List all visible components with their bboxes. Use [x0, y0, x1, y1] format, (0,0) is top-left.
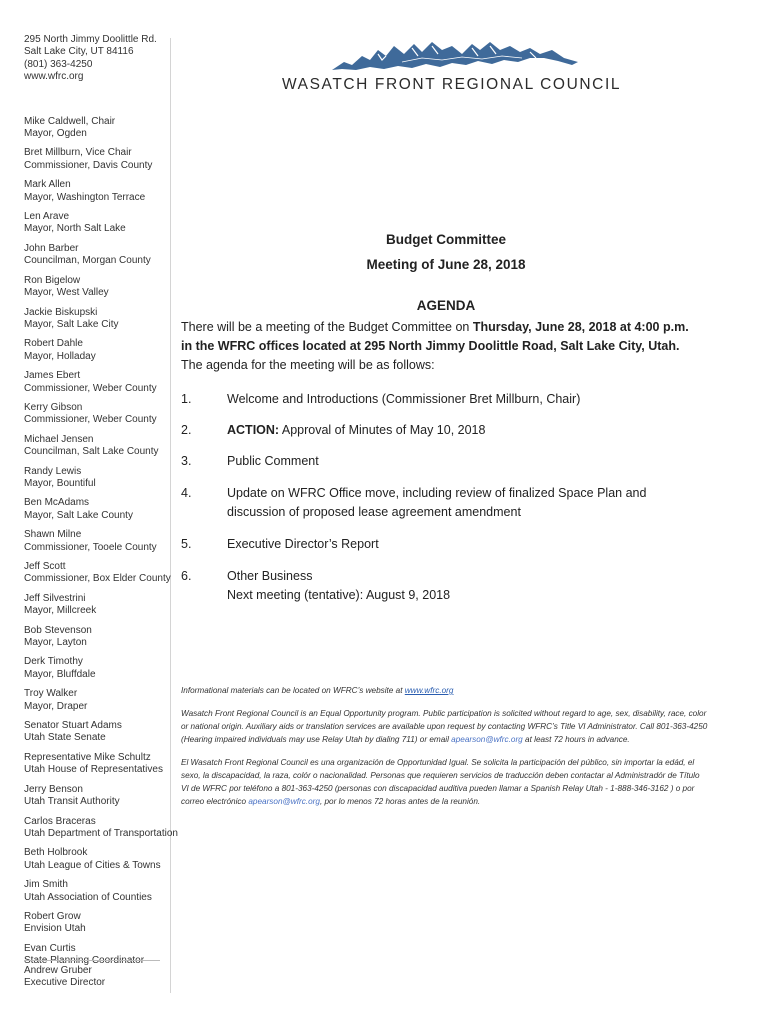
member-title: Utah Department of Transportation: [24, 827, 178, 839]
member-name: Kerry Gibson: [24, 401, 83, 413]
member-title: Mayor, Ogden: [24, 128, 87, 140]
member-name: Ron Bigelow: [24, 274, 81, 286]
meeting-date-title: Meeting of June 28, 2018: [366, 257, 526, 272]
member-entry: [24, 338, 174, 363]
member-entry: [24, 752, 174, 777]
next-meeting-text: Next meeting (tentative): August 9, 2018: [227, 588, 451, 602]
member-entry: [24, 943, 174, 968]
info-note: [181, 684, 709, 697]
member-name: Robert Dahle: [24, 338, 83, 350]
member-title: Mayor, Washington Terrace: [24, 191, 146, 203]
member-entry: [24, 879, 174, 904]
member-name: Jerry Benson: [24, 783, 83, 795]
member-name: Derk Timothy: [24, 656, 83, 668]
member-name: Michael Jensen: [24, 433, 94, 445]
member-entry: [24, 275, 174, 300]
executive-director: [24, 965, 105, 990]
member-name: Jim Smith: [24, 879, 68, 891]
agenda-item-number: 6.: [181, 569, 192, 583]
member-entry: [24, 593, 174, 618]
member-name: Bob Stevenson: [24, 624, 92, 636]
equal-opportunity-note: [181, 707, 709, 746]
member-entry: [24, 179, 174, 204]
member-name: John Barber: [24, 242, 79, 254]
agenda-item-text: [227, 567, 707, 605]
member-entry: [24, 307, 174, 332]
member-title: Mayor, West Valley: [24, 287, 109, 299]
member-name: Jeff Scott: [24, 561, 66, 572]
member-name: Len Arave: [24, 211, 70, 223]
member-name: Jackie Biskupski: [24, 306, 98, 318]
member-entry: [24, 784, 174, 809]
intro-paragraph: [181, 318, 701, 375]
member-title: Mayor, Millcreek: [24, 605, 97, 617]
member-name: Jeff Silvestrini: [24, 592, 86, 604]
member-title: Mayor, Draper: [24, 700, 88, 712]
member-title: Utah State Senate: [24, 732, 106, 744]
member-title: Mayor, Layton: [24, 637, 87, 649]
email-link-es[interactable]: apearson@wfrc.org: [248, 797, 320, 806]
agenda-item-text: Update on WFRC Office move, including review of finalized Space Plan and discussion of proposed lease agreement amendment: [227, 486, 647, 519]
member-entry: [24, 815, 178, 841]
member-name: Senator Stuart Adams: [24, 720, 122, 732]
member-title: Councilman, Salt Lake County: [24, 446, 159, 458]
director-divider: [24, 960, 160, 961]
member-title: Utah League of Cities & Towns: [24, 859, 161, 871]
agenda-title: AGENDA: [416, 298, 476, 313]
member-name: Mike Caldwell, Chair: [24, 115, 116, 127]
agenda-item-desc: Approval of Minutes of May 10, 2018: [279, 423, 486, 437]
member-entry: [24, 529, 174, 554]
member-name: James Ebert: [24, 370, 81, 382]
agenda-item-text: [227, 421, 707, 440]
address-phone: (801) 363-4250: [24, 58, 93, 70]
member-title: Mayor, Salt Lake City: [24, 318, 119, 330]
member-title: Commissioner, Davis County: [24, 159, 153, 171]
member-name: Ben McAdams: [24, 497, 90, 509]
director-name: Andrew Gruber: [24, 965, 92, 976]
member-title: Envision Utah: [24, 923, 86, 935]
intro-meeting-details: Thursday, June 28, 2018 at 4:00 p.m. in the WFRC offices located at 295 North Jimmy Doolittle Road, Salt Lake City, Utah.: [181, 320, 689, 353]
member-entry: [24, 434, 174, 459]
member-title: Mayor, North Salt Lake: [24, 223, 126, 235]
member-name: Robert Grow: [24, 910, 81, 922]
member-list: [24, 115, 178, 968]
agenda-item-text: Public Comment: [227, 454, 319, 468]
address-block: [24, 34, 174, 84]
website-link[interactable]: www.wfrc.org: [404, 686, 454, 695]
agenda-item-number: 2.: [181, 423, 192, 437]
member-entry: [24, 720, 174, 745]
member-name: Carlos Braceras: [24, 815, 96, 827]
member-title: Mayor, Bountiful: [24, 477, 96, 489]
member-name: Randy Lewis: [24, 465, 82, 477]
committee-title: Budget Committee: [385, 232, 506, 247]
member-name: Troy Walker: [24, 688, 78, 700]
agenda-item-number: 5.: [181, 537, 192, 551]
org-name: WASATCH FRONT REGIONAL COUNCIL: [282, 76, 622, 93]
agenda-item-text: Executive Director’s Report: [227, 537, 379, 551]
sidebar: [24, 34, 178, 975]
member-entry: [24, 211, 174, 236]
es-text-end: , por lo menos 72 horas antes de la reunión.: [319, 797, 481, 806]
member-title: Utah Association of Counties: [24, 891, 152, 903]
member-entry: [24, 116, 174, 141]
member-entry: [24, 847, 174, 872]
intro-text: There will be a meeting of the Budget Committee on: [181, 320, 473, 334]
member-title: Councilman, Morgan County: [24, 255, 151, 267]
member-title: Commissioner, Weber County: [24, 382, 157, 394]
address-city: Salt Lake City, UT 84116: [24, 46, 134, 58]
member-entry: [24, 402, 174, 427]
member-title: Utah Transit Authority: [24, 796, 120, 808]
footnotes: [181, 684, 709, 818]
member-title: Commissioner, Weber County: [24, 414, 157, 426]
member-title: Mayor, Holladay: [24, 350, 96, 362]
member-entry: [24, 497, 174, 522]
member-name: Evan Curtis: [24, 942, 76, 954]
address-street: 295 North Jimmy Doolittle Rd.: [24, 34, 157, 45]
action-label: ACTION:: [227, 423, 280, 437]
email-link[interactable]: apearson@wfrc.org: [451, 735, 523, 744]
member-name: Beth Holbrook: [24, 847, 88, 859]
member-title: Commissioner, Tooele County: [24, 541, 157, 553]
agenda-item-number: 4.: [181, 486, 192, 500]
member-name: Representative Mike Schultz: [24, 751, 151, 763]
member-entry: [24, 656, 174, 681]
es-text: El Wasatch Front Regional Council es una organización de Opportunidad Igual. Se solicita la participación del público, sin importar la edád, el sexo, la discapacidad, la raza, colór o nacionalidad. Personas que requieren servicios de traducción deben contactar al Administradór de Título VI de WFRC por teléfono a 801-363-4250 (personas con discapacidad auditiva pueden llamar a Spanish Relay Utah - 1-888-346-3162 ) o por correo electrónico: [181, 758, 700, 806]
member-entry: [24, 688, 174, 713]
member-entry: [24, 243, 174, 268]
agenda-item-text: Welcome and Introductions (Commissioner Bret Millburn, Chair): [227, 392, 581, 406]
member-title: Mayor, Salt Lake County: [24, 509, 133, 521]
agenda-item-desc: Other Business: [227, 569, 313, 583]
agenda-item-number: 1.: [181, 392, 192, 406]
member-name: Bret Millburn, Vice Chair: [24, 147, 132, 159]
member-name: Shawn Milne: [24, 529, 82, 541]
member-entry: [24, 147, 174, 172]
member-title: Commissioner, Box Elder County: [24, 573, 171, 585]
member-name: Mark Allen: [24, 179, 71, 191]
address-website: www.wfrc.org: [24, 71, 84, 83]
eo-text: Wasatch Front Regional Council is an Equal Opportunity program. Public participation is solicited without regard to age, sex, disability, race, color or national origin. Auxiliary aids or translation services are available upon request by contacting WFRC’s Title VI Administrator. Call 801-363-4250 (Hearing impaired individuals may use Relay Utah by dialing 711) or email: [181, 709, 708, 744]
director-title: Executive Director: [24, 977, 106, 989]
member-entry: [24, 561, 174, 586]
agenda-item-number: 3.: [181, 454, 192, 468]
eo-text-end: at least 72 hours in advance.: [522, 735, 630, 744]
info-note-text: Informational materials can be located on WFRC’s website at: [181, 686, 405, 695]
member-entry: [24, 466, 174, 491]
member-entry: [24, 911, 174, 936]
member-title: Mayor, Bluffdale: [24, 668, 96, 680]
member-entry: [24, 625, 174, 650]
spanish-note: [181, 756, 709, 808]
intro-text-end: The agenda for the meeting will be as follows:: [181, 358, 435, 372]
member-title: Utah House of Representatives: [24, 764, 163, 776]
member-entry: [24, 370, 174, 395]
